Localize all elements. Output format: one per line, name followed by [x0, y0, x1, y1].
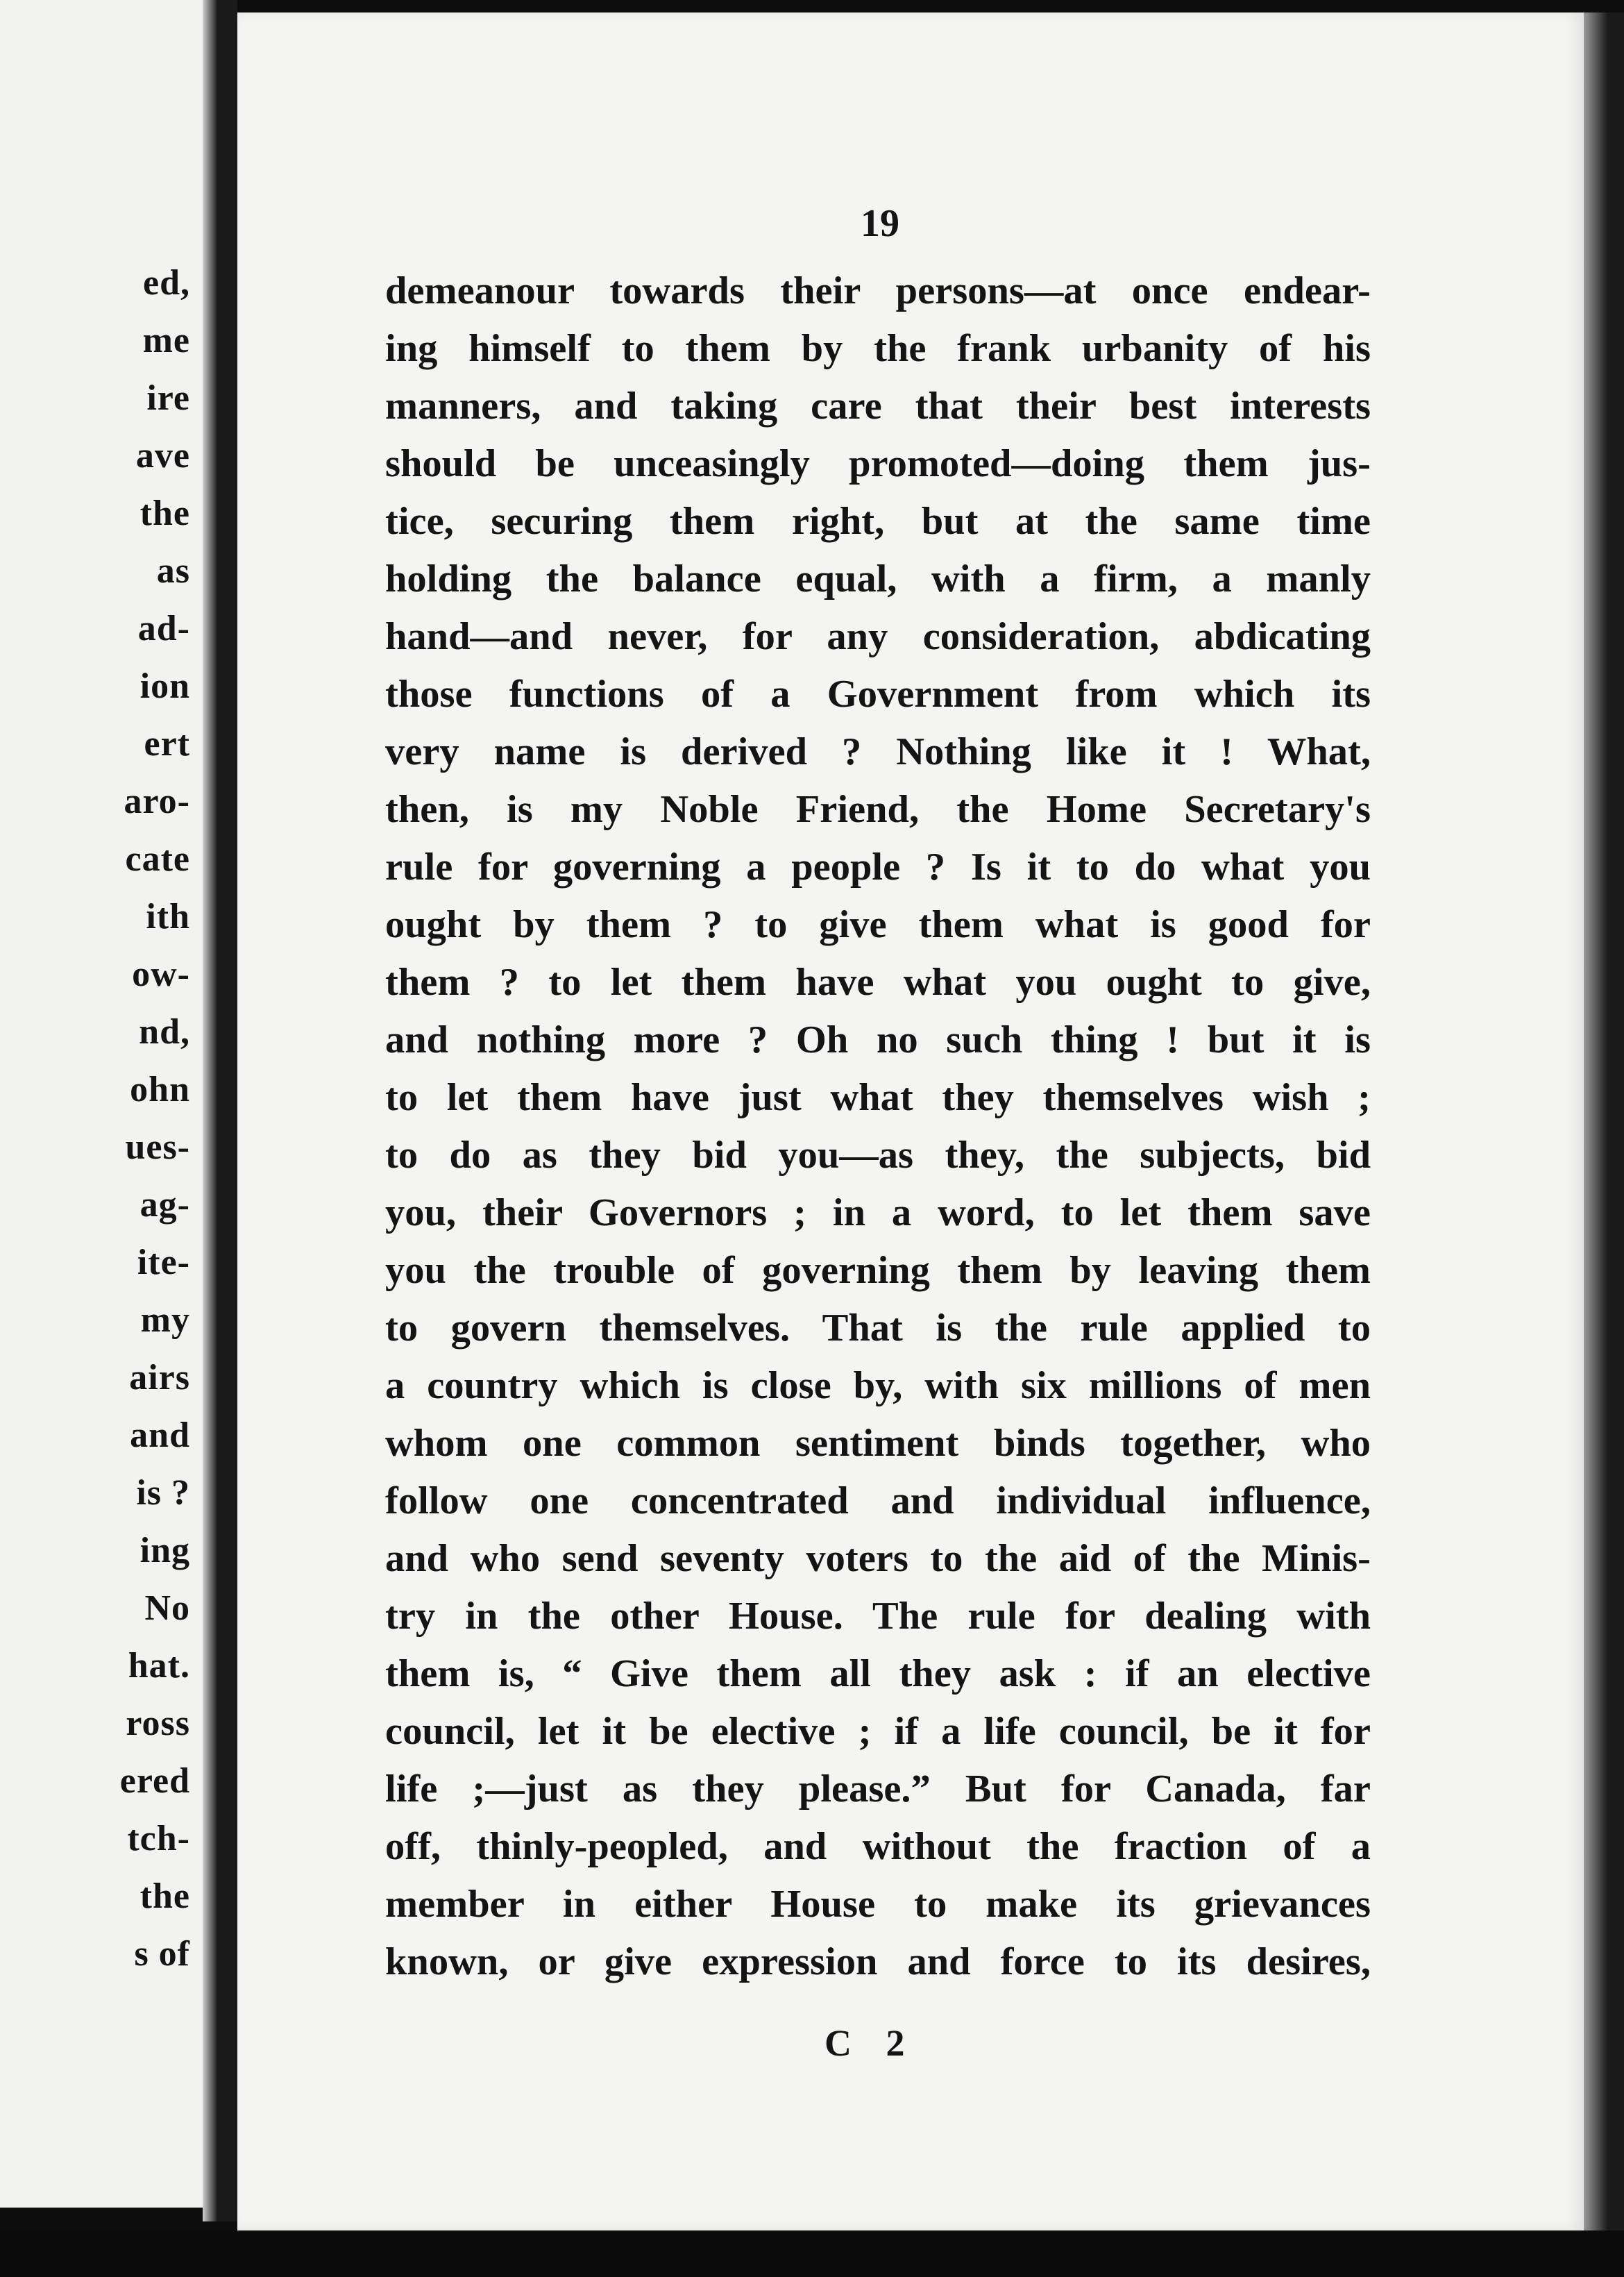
text-line: tice, securing them right, but at the same time: [385, 500, 1371, 543]
left-page-line-fragment: my: [140, 1300, 190, 1340]
text-line: and nothing more ? Oh no such thing ! but it is: [385, 1018, 1371, 1061]
text-line: and who send seventy voters to the aid of the Minis-: [385, 1537, 1371, 1580]
left-page-line-fragment: cate: [125, 839, 190, 879]
left-page-line-fragment: ith: [146, 897, 190, 936]
book-binding: [217, 0, 237, 2221]
left-page-line-fragment: ross: [126, 1704, 190, 1743]
text-line: hand—and never, for any consideration, abdicating: [385, 615, 1371, 658]
text-line: known, or give expression and force to its desires,: [385, 1940, 1371, 1983]
text-line: to govern themselves. That is the rule applied to: [385, 1306, 1371, 1350]
left-page-line-fragment: ag-: [139, 1185, 190, 1225]
text-line: them ? to let them have what you ought to give,: [385, 961, 1371, 1004]
left-page-line-fragment: and: [130, 1415, 190, 1455]
text-line: try in the other House. The rule for dealing with: [385, 1595, 1371, 1638]
text-line: council, let it be elective ; if a life council, be it for: [385, 1710, 1371, 1753]
left-page-line-fragment: the: [139, 1876, 190, 1916]
text-line: to let them have just what they themselves wish ;: [385, 1076, 1371, 1119]
text-line: should be unceasingly promoted—doing them jus-: [385, 442, 1371, 485]
text-line: ought by them ? to give them what is good for: [385, 903, 1371, 946]
left-page-line-fragment: ion: [139, 666, 190, 706]
left-page-line-fragment: ow-: [132, 955, 190, 994]
text-line: whom one common sentiment binds together, who: [385, 1422, 1371, 1465]
text-line: then, is my Noble Friend, the Home Secretary's: [385, 788, 1371, 831]
text-line: demeanour towards their persons—at once endear-: [385, 269, 1371, 312]
body-text: [385, 262, 1371, 1991]
text-line: holding the balance equal, with a firm, a manly: [385, 557, 1371, 600]
left-page-line-fragment: tch-: [127, 1819, 190, 1858]
text-line: them is, “ Give them all they ask : if an elective: [385, 1652, 1371, 1695]
text-line: ing himself to them by the frank urbanity of his: [385, 327, 1371, 370]
page-edge: [1584, 12, 1624, 2241]
left-page-line-fragment: airs: [129, 1358, 190, 1397]
left-page-line-fragment: No: [144, 1588, 190, 1628]
text-line: member in either House to make its grievances: [385, 1883, 1371, 1926]
left-page-line-fragment: hat.: [128, 1646, 190, 1686]
scan-border: [0, 2230, 1624, 2277]
left-page-line-fragment: ered: [119, 1761, 190, 1801]
previous-page: [0, 0, 208, 2208]
text-line: you the trouble of governing them by leaving them: [385, 1249, 1371, 1292]
left-page-line-fragment: as: [156, 551, 190, 591]
left-page-line-fragment: ed,: [143, 263, 190, 303]
left-page-line-fragment: ite-: [137, 1243, 190, 1282]
text-line: manners, and taking care that their best interests: [385, 385, 1371, 428]
left-page-line-fragment: ues-: [125, 1127, 190, 1167]
text-line: rule for governing a people ? Is it to do what you: [385, 846, 1371, 889]
left-page-line-fragment: ire: [146, 378, 190, 418]
left-page-line-fragment: ing: [139, 1531, 190, 1570]
text-line: very name is derived ? Nothing like it ! What,: [385, 730, 1371, 773]
text-line: those functions of a Government from which its: [385, 673, 1371, 716]
left-page-line-fragment: aro-: [124, 782, 190, 821]
text-line: off, thinly-peopled, and without the fraction of a: [385, 1825, 1371, 1868]
left-page-line-fragment: the: [139, 494, 190, 533]
left-page-line-fragment: ert: [144, 724, 190, 764]
text-line: to do as they bid you—as they, the subjects, bid: [385, 1134, 1371, 1177]
left-page-line-fragment: is ?: [136, 1473, 190, 1513]
page-gutter-shadow: [203, 0, 217, 2221]
left-page-line-fragment: ad-: [137, 609, 190, 648]
left-page-line-fragment: me: [142, 321, 190, 360]
page-number: 19: [861, 202, 899, 245]
left-page-line-fragment: ohn: [130, 1070, 190, 1109]
text-line: you, their Governors ; in a word, to let them save: [385, 1191, 1371, 1234]
signature-mark: C 2: [824, 2022, 917, 2064]
left-page-line-fragment: s of: [134, 1934, 190, 1974]
text-line: a country which is close by, with six millions of men: [385, 1364, 1371, 1407]
text-line: follow one concentrated and individual influence,: [385, 1479, 1371, 1522]
left-page-line-fragment: nd,: [139, 1012, 190, 1052]
left-page-line-fragment: ave: [135, 436, 190, 476]
text-line: life ;—just as they please.” But for Canada, far: [385, 1767, 1371, 1810]
